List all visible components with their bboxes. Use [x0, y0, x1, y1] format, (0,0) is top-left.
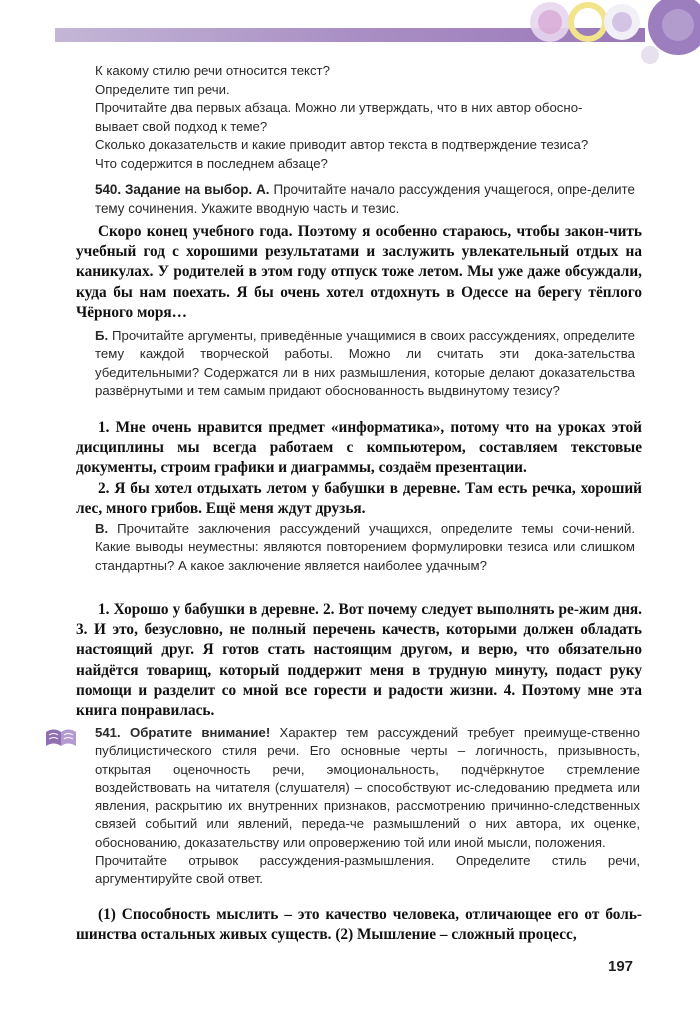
excerpt-b-item: 2. Я бы хотел отдыхать летом у бабушки в деревне. Там есть речка, хороший лес, много грибов. Ещё меня ждут друзья.: [76, 479, 642, 517]
task-541-text: Характер тем рассуждений требует преимуще-ственно публицистического стиля речи. Его основные черты – логичность, призывность, открытая оценочность речи, эмоциональность, подчёркнутое стремление воздействовать на читателя (слушателя) – способствуют ис-следованию предмета или явления, раскрытию их внутренних признаков, рассмотрению причинно-следственных связей событий или явлений, переда-че размышлений о них автора, их оценке, обоснованию, доказательству или опровержению той или иной мысли, положения.: [95, 725, 640, 850]
question-item: Что содержится в последнем абзаце?: [95, 155, 328, 171]
decorative-circles: [510, 0, 700, 70]
task-b: [95, 327, 635, 400]
excerpt-a-text: Скоро конец учебного года. Поэтому я особенно стараюсь, чтобы закон-чить учебный год с хорошими результатами и заслужить увлекательный отдых на каникулах. У родителей в этом году отпуск тоже летом. Мы уже даже обсуждали, куда бы нам поехать. Я бы очень хотел отдохнуть в Одессе на берегу тёплого Чёрного моря…: [76, 223, 642, 321]
task-v: [95, 520, 635, 575]
task-541-instruction: Прочитайте отрывок рассуждения-размышления. Определите стиль речи, аргументируйте свой ответ.: [95, 853, 640, 887]
question-item: Прочитайте два первых абзаца. Можно ли утверждать, что в них автор обосно-: [95, 100, 583, 115]
task-541: [95, 724, 640, 889]
question-item: К какому стилю речи относится текст?: [95, 63, 330, 78]
task-540-number: 540. Задание на выбор. А.: [95, 182, 270, 197]
excerpt-a: [76, 222, 642, 323]
question-item: Сколько доказательств и какие приводит автор текста в подтверждение тезиса?: [95, 137, 589, 152]
question-item: вывает свой подход к теме?: [95, 118, 268, 134]
task-b-text: Прочитайте аргументы, приведённые учащимися в своих рассуждениях, определите тему каждой творческой работы. Можно ли считать эти дока-зательства убедительными? Содержатся ли в них размышления, которые делают доказательства развёрнутыми и тем самым придают обоснованность выдвинутому тезису?: [95, 328, 635, 398]
task-540: [95, 180, 635, 218]
task-v-label: В.: [95, 521, 109, 536]
task-541-number: 541. Обратите внимание!: [95, 725, 271, 740]
task-b-label: Б.: [95, 328, 109, 343]
excerpt-v-text: 1. Хорошо у бабушки в деревне. 2. Вот почему следует выполнять ре-жим дня. 3. И это, безусловно, не полный перечень качеств, которыми должен обладать настоящий друг. Я готов стать настоящим другом, и верю, что обязательно найдётся товарищ, который поддержит меня в трудную минуту, подаст руку помощи и разделит со мной все горести и радости жизни. 4. Поэтому мне эта книга понравилась.: [76, 601, 642, 720]
excerpt-final: [76, 905, 642, 945]
task-v-text: Прочитайте заключения рассуждений учащихся, определите темы сочи-нений. Какие выводы неуместны: являются повторением формулировки тезиса или слишком стандартны? А какое заключение является наиболее удачным?: [95, 521, 635, 573]
questions-list: [95, 62, 655, 173]
excerpt-v: [76, 600, 642, 721]
excerpt-final-text: (1) Способность мыслить – это качество человека, отличающее его от боль-шинства остальных живых существ. (2) Мышление – сложный процесс,: [76, 906, 642, 944]
page-number: 197: [608, 958, 634, 975]
open-book-icon: [44, 726, 78, 748]
question-item: Определите тип речи.: [95, 81, 230, 97]
excerpt-b-item: 1. Мне очень нравится предмет «информатика», потому что на уроках этой дисциплины мы всегда работаем с компьютером, составляем текстовые документы, строим графики и диаграммы, создаём презентации.: [76, 419, 642, 477]
task-540-text: Прочитайте начало рассуждения учащегося, опре-делите тему сочинения. Укажите вводную часть и тезис.: [95, 182, 635, 216]
excerpt-b: [76, 418, 642, 519]
